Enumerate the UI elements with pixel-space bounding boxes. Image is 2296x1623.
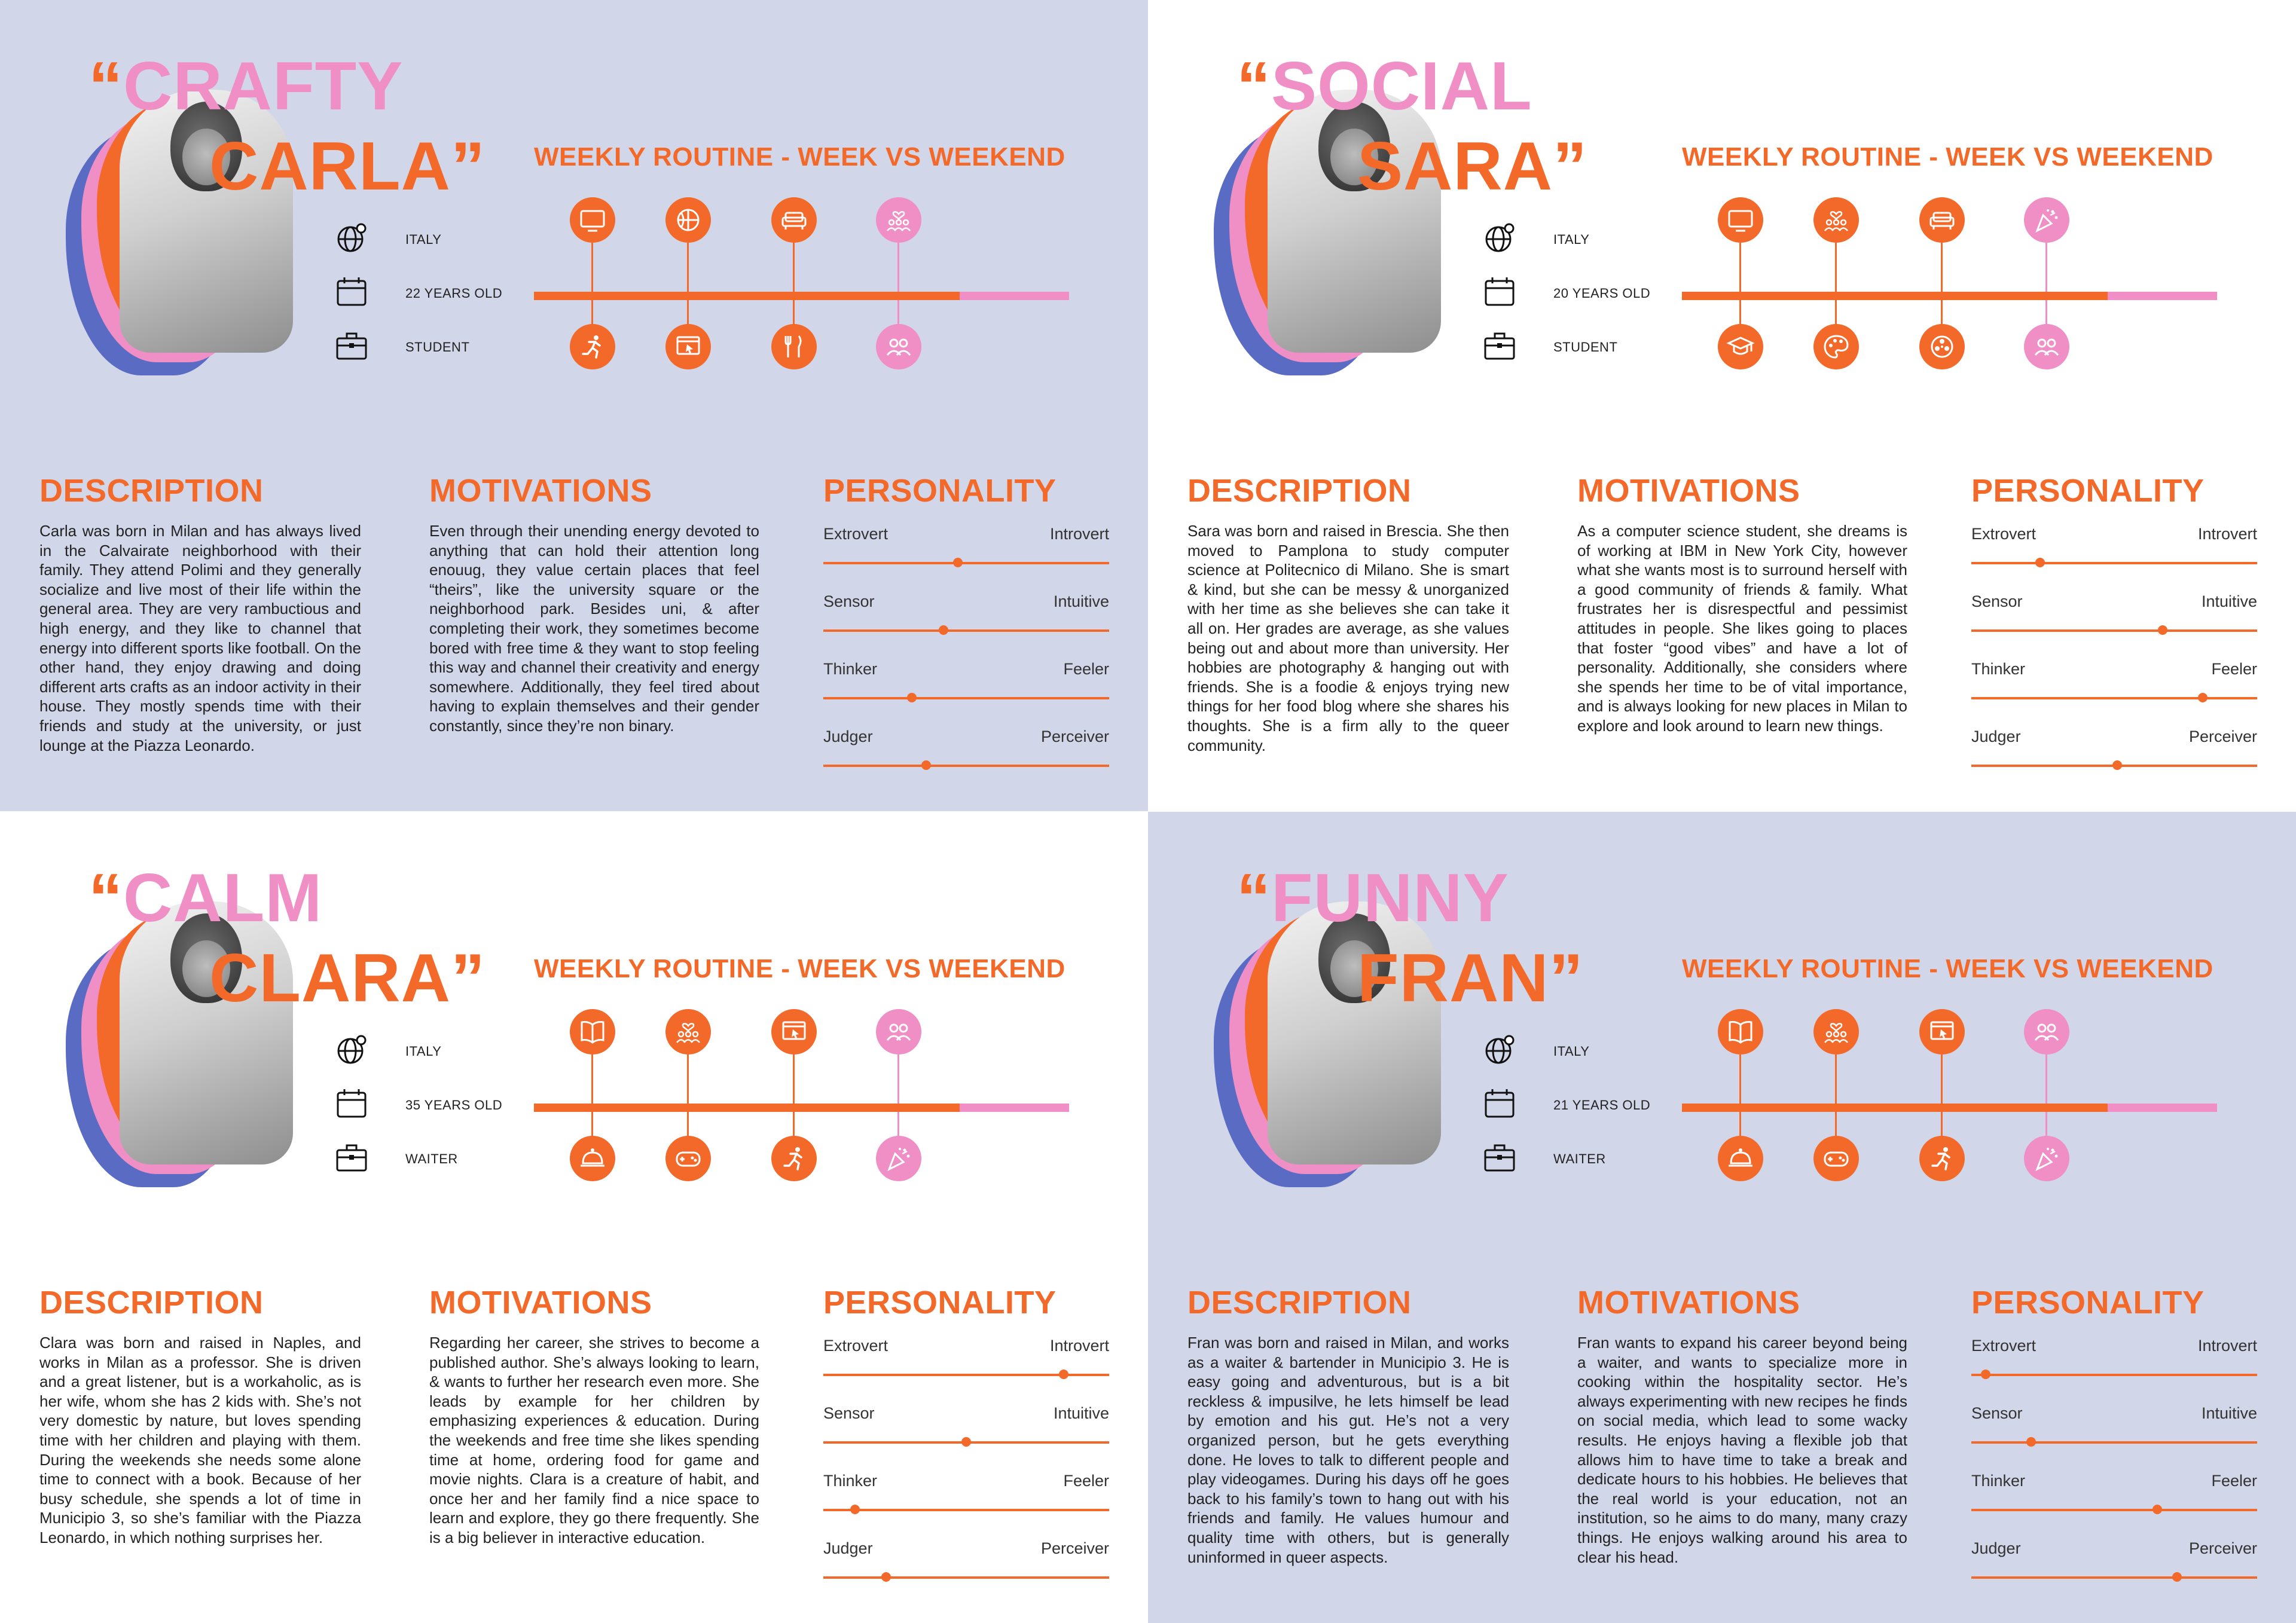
trait-left-label: Judger — [1971, 1539, 2021, 1557]
timeline-stem — [687, 243, 689, 292]
trait-marker — [2198, 693, 2208, 702]
name-second: SARA — [1357, 129, 1553, 204]
serving-tray-icon — [1726, 1144, 1755, 1173]
trait-track — [823, 1576, 1109, 1579]
persona-card — [1148, 812, 2296, 1623]
persona-name-line2 — [1357, 940, 1584, 1016]
evening-activity-3 — [2024, 1136, 2069, 1181]
timeline-stem — [1941, 243, 1943, 292]
weekday-bar — [534, 292, 960, 300]
evening-activity-0 — [1718, 324, 1763, 369]
trait-right-label: Perceiver — [2188, 728, 2257, 745]
close-quote: ” — [1549, 940, 1584, 1016]
briefcase-icon — [335, 1141, 368, 1174]
trait-marker — [1981, 1370, 1990, 1379]
evening-activity-2 — [771, 324, 817, 369]
group-icon — [2032, 1017, 2061, 1046]
trait-left-label: Sensor — [823, 592, 875, 610]
trait-right-label: Perceiver — [2188, 1539, 2257, 1557]
close-quote: ” — [450, 940, 486, 1016]
evening-activity-0 — [570, 1136, 615, 1181]
trait-marker — [2026, 1437, 2036, 1447]
routine-title: WEEKLY ROUTINE - WEEK VS WEEKEND — [1682, 142, 2213, 172]
trait-left-label: Judger — [823, 728, 873, 745]
motivations-title: MOTIVATIONS — [1577, 1285, 1800, 1321]
evening-activity-2 — [1919, 324, 1965, 369]
weekend-bar — [2108, 292, 2217, 300]
timeline-stem — [591, 243, 593, 292]
group-icon — [884, 332, 913, 361]
party-icon — [2032, 1144, 2061, 1173]
weekday-activity-3 — [2024, 197, 2069, 243]
trait-marker — [2172, 1572, 2182, 1582]
sofa-icon — [780, 206, 808, 234]
persona-name-line2 — [209, 129, 486, 204]
weekly-timeline — [1682, 1009, 2220, 1188]
weekday-activity-0 — [570, 1009, 615, 1055]
timeline-stem — [897, 243, 899, 292]
evening-activity-0 — [1718, 1136, 1763, 1181]
weekday-activity-1 — [1813, 1009, 1859, 1055]
personality-title: PERSONALITY — [823, 1285, 1057, 1321]
trait-marker — [2112, 760, 2122, 770]
trait-track — [823, 1509, 1109, 1511]
trait-track — [1971, 697, 2257, 699]
trait-left-label: Thinker — [1971, 660, 2026, 678]
fact-occupation — [1483, 329, 1686, 365]
trait-slider — [823, 654, 1109, 714]
fact-occupation — [335, 1141, 538, 1176]
globe-icon — [1483, 221, 1516, 255]
open-quote: “ — [1236, 48, 1271, 124]
trait-marker — [921, 760, 931, 770]
trait-slider — [823, 722, 1109, 781]
weekly-timeline — [1682, 197, 2220, 377]
trait-right-label: Feeler — [2211, 660, 2257, 678]
persona-name-line1 — [1236, 860, 1509, 936]
gamepad-icon — [674, 1144, 703, 1173]
party-icon — [884, 1144, 913, 1173]
graduation-cap-icon — [1726, 332, 1755, 361]
name-first: CALM — [123, 860, 323, 936]
persona-name-line1 — [88, 48, 404, 124]
book-icon — [1726, 1017, 1755, 1046]
weekday-activity-0 — [1718, 1009, 1763, 1055]
calendar-icon — [1483, 275, 1516, 308]
trait-track — [1971, 1441, 2257, 1444]
party-icon — [2032, 206, 2061, 234]
trait-slider — [1971, 586, 2257, 646]
evening-activity-3 — [876, 1136, 921, 1181]
occupation: WAITER — [405, 1151, 458, 1166]
trait-left-label: Thinker — [823, 660, 878, 678]
evening-activity-2 — [1919, 1136, 1965, 1181]
fact-age — [1483, 275, 1686, 311]
trait-marker — [2158, 625, 2167, 635]
trait-slider — [1971, 722, 2257, 781]
fact-occupation — [1483, 1141, 1686, 1176]
trait-left-label: Extrovert — [1971, 525, 2037, 543]
country: ITALY — [405, 1044, 442, 1059]
trait-left-label: Sensor — [1971, 1404, 2023, 1422]
open-quote: “ — [88, 860, 123, 936]
trait-track — [1971, 629, 2257, 632]
occupation: WAITER — [1553, 1151, 1606, 1166]
calendar-icon — [335, 1087, 368, 1120]
name-first: CRAFTY — [123, 48, 404, 124]
tv-icon — [578, 206, 607, 234]
trait-left-label: Thinker — [823, 1472, 878, 1490]
weekend-bar — [960, 1104, 1069, 1112]
laptop-icon — [780, 1017, 808, 1046]
trait-track — [823, 765, 1109, 767]
evening-activity-2 — [771, 1136, 817, 1181]
running-icon — [1928, 1144, 1956, 1173]
weekday-activity-2 — [771, 197, 817, 243]
personality-title: PERSONALITY — [823, 473, 1057, 509]
trait-right-label: Introvert — [2197, 525, 2257, 543]
friends-heart-icon — [674, 1017, 703, 1046]
motivations-title: MOTIVATIONS — [429, 473, 652, 509]
trait-right-label: Feeler — [1063, 660, 1109, 678]
weekday-activity-2 — [771, 1009, 817, 1055]
routine-title: WEEKLY ROUTINE - WEEK VS WEEKEND — [534, 142, 1065, 172]
name-first: FUNNY — [1271, 860, 1509, 936]
persona-card — [1148, 0, 2296, 811]
trait-slider — [1971, 654, 2257, 714]
trait-left-label: Extrovert — [1971, 1337, 2037, 1355]
friends-heart-icon — [1822, 1017, 1851, 1046]
weekly-timeline — [534, 1009, 1072, 1188]
name-second: CLARA — [209, 940, 451, 1016]
weekday-activity-2 — [1919, 197, 1965, 243]
trait-left-label: Judger — [1971, 728, 2021, 745]
cutlery-icon — [780, 332, 808, 361]
trait-track — [823, 629, 1109, 632]
evening-activity-0 — [570, 324, 615, 369]
personality-title: PERSONALITY — [1971, 473, 2205, 509]
timeline-stem — [2045, 1055, 2047, 1104]
trait-marker — [2152, 1505, 2162, 1514]
description-text: Sara was born and raised in Brescia. She then moved to Pamplona to study computer science at Politecnico di Milano. She is smart & kind, but she can be messy & unorganized with her time as she believes she can take it all on. Her grades are average, as she values being out and about more than university. Her hobbies are photography & hanging out with friends. She is a foodie & enjoys trying new things for her food blog where she shares his thoughts. She is a firm ally to the queer community. — [1187, 522, 1509, 754]
name-first: SOCIAL — [1271, 48, 1532, 124]
timeline-stem — [2045, 243, 2047, 292]
trait-right-label: Intuitive — [2201, 592, 2257, 610]
trait-slider — [823, 519, 1109, 579]
evening-activity-1 — [1813, 324, 1859, 369]
motivations-title: MOTIVATIONS — [1577, 473, 1800, 509]
trait-marker — [1059, 1370, 1068, 1379]
evening-activity-1 — [1813, 1136, 1859, 1181]
group-icon — [884, 1017, 913, 1046]
trait-slider — [823, 1398, 1109, 1458]
trait-marker — [2035, 558, 2045, 567]
trait-marker — [850, 1505, 860, 1514]
description-title: DESCRIPTION — [39, 1285, 264, 1321]
description-title: DESCRIPTION — [1187, 473, 1412, 509]
book-icon — [578, 1017, 607, 1046]
age: 21 YEARS OLD — [1553, 1098, 1651, 1112]
trait-slider — [823, 1466, 1109, 1526]
age: 22 YEARS OLD — [405, 286, 503, 301]
weekly-timeline — [534, 197, 1072, 377]
trait-slider — [1971, 1398, 2257, 1458]
trait-track — [1971, 1374, 2257, 1376]
persona-name-line2 — [1357, 129, 1588, 204]
personality-title: PERSONALITY — [1971, 1285, 2205, 1321]
timeline-stem — [1835, 243, 1837, 292]
briefcase-icon — [1483, 329, 1516, 362]
description-text: Clara was born and raised in Naples, and works in Milan as a professor. She is driven and a great listener, but is a workaholic, as is her wife, whom she has 2 kids with. She’s not very domestic by nature, but loves spending time with her children and playing with them. During the weekends she needs some alone time to connect with a book. Because of her busy schedule, she spends a lot of time in Municipio 3, so she’s familiar with the Piazza Leonardo, in which nothing surprises her. — [39, 1334, 361, 1546]
palette-icon — [1822, 332, 1851, 361]
trait-slider — [1971, 1533, 2257, 1593]
trait-right-label: Intuitive — [2201, 1404, 2257, 1422]
trait-slider — [1971, 1331, 2257, 1390]
globe-icon — [335, 221, 368, 255]
timeline-stem — [1739, 1055, 1741, 1104]
motivations-title: MOTIVATIONS — [429, 1285, 652, 1321]
trait-slider — [1971, 519, 2257, 579]
close-quote: ” — [450, 129, 486, 204]
trait-track — [823, 697, 1109, 699]
friends-heart-icon — [884, 206, 913, 234]
timeline-stem — [1739, 243, 1741, 292]
occupation: STUDENT — [1553, 340, 1618, 354]
fact-age — [335, 1087, 538, 1123]
persona-name-line1 — [1236, 48, 1532, 124]
weekday-activity-0 — [570, 197, 615, 243]
description-title: DESCRIPTION — [1187, 1285, 1412, 1321]
trait-right-label: Intuitive — [1053, 1404, 1109, 1422]
age: 35 YEARS OLD — [405, 1098, 503, 1112]
weekday-activity-0 — [1718, 197, 1763, 243]
evening-activity-3 — [2024, 324, 2069, 369]
country: ITALY — [1553, 232, 1590, 247]
weekday-activity-1 — [665, 197, 711, 243]
trait-right-label: Feeler — [1063, 1472, 1109, 1490]
weekday-bar — [1682, 292, 2108, 300]
tv-icon — [1726, 206, 1755, 234]
serving-tray-icon — [578, 1144, 607, 1173]
globe-icon — [335, 1033, 368, 1066]
description-text: Carla was born in Milan and has always lived in the Calvairate neighborhood with their family. They attend Polimi and they generally socialize and live most of their life within the general area. They are very rambuctious and high energy, and they like to channel that energy into different sports like football. On the other hand, they enjoy drawing and doing different arts crafts as an indoor activity in their house. They mostly spends time with their friends and study at the university, or just lounge at the Piazza Leonardo. — [39, 522, 361, 754]
timeline-stem — [793, 1055, 795, 1104]
fact-country — [335, 221, 538, 257]
calendar-icon — [335, 275, 368, 308]
motivations-text: Fran wants to expand his career beyond being a waiter, and wants to specialize more in cooking within the hospitality sector. He’s always experimenting with new recipes he finds on social media, which lead to some wacky results. He enjoys having a flexible job that allows him to have time to take a break and dedicate hours to his hobbies. He believes that the real world is your education, not an institution, so he aims to do many, many crazy things. He enjoys walking around his area to clear his head. — [1577, 1334, 1907, 1566]
weekday-bar — [1682, 1104, 2108, 1112]
gamepad-icon — [1822, 1144, 1851, 1173]
trait-left-label: Sensor — [823, 1404, 875, 1422]
timeline-stem — [591, 1055, 593, 1104]
trait-track — [1971, 562, 2257, 564]
fact-country — [1483, 221, 1686, 257]
country: ITALY — [1553, 1044, 1590, 1059]
open-quote: “ — [88, 48, 123, 124]
motivations-text: Regarding her career, she strives to become a published author. She’s always looking to learn, & wants to further her research even more. She leads by example for her children by emphasizing experiences & education. During the weekends and free time she likes spending time at home, ordering food for game and movie nights. Clara is a creature of habit, and once her and her family find a nice space to learn and explore, they go there frequently. She is a big believer in interactive education. — [429, 1334, 759, 1546]
description-text: Fran was born and raised in Milan, and works as a waiter & bartender in Municipio 3. He is easy going and adventurous, but is a bit reckless & impusilve, he lets himself be lead by emotion and his gut. He’s not a very organized person, but he gets everything done. He loves to talk to different people and play videogames. During his days off he goes back to his family’s town to hang out with his friends and family. He values humour and quality time with others, but is generally uninformed in queer aspects. — [1187, 1334, 1509, 1566]
fact-country — [1483, 1033, 1686, 1069]
calendar-icon — [1483, 1087, 1516, 1120]
timeline-stem — [897, 1055, 899, 1104]
close-quote: ” — [1553, 129, 1588, 204]
weekday-activity-1 — [665, 1009, 711, 1055]
routine-title: WEEKLY ROUTINE - WEEK VS WEEKEND — [534, 954, 1065, 983]
trait-left-label: Judger — [823, 1539, 873, 1557]
trait-slider — [823, 586, 1109, 646]
trait-marker — [961, 1437, 971, 1447]
trait-right-label: Introvert — [1049, 1337, 1109, 1355]
persona-name-line1 — [88, 860, 323, 936]
laptop-icon — [674, 332, 703, 361]
motivations-text: Even through their unending energy devoted to anything that can hold their attention long enouug, they value certain places that feel “theirs”, like the university square or the neighborhood park. Besides uni, & after completing their work, they sometimes become bored with free time & they want to stop feeling this way and channel their creativity and energy somewhere. Additionally, they feel tired about having to explain themselves and their gender constantly, since they’re non binary. — [429, 522, 759, 735]
trait-marker — [939, 625, 948, 635]
running-icon — [780, 1144, 808, 1173]
running-icon — [578, 332, 607, 361]
trait-track — [1971, 1576, 2257, 1579]
globe-icon — [1483, 1033, 1516, 1066]
trait-right-label: Introvert — [2197, 1337, 2257, 1355]
trait-left-label: Sensor — [1971, 592, 2023, 610]
name-second: FRAN — [1357, 940, 1549, 1016]
trait-track — [1971, 1509, 2257, 1511]
timeline-stem — [1941, 1055, 1943, 1104]
persona-name-line2 — [209, 940, 486, 1016]
weekday-activity-2 — [1919, 1009, 1965, 1055]
fact-age — [335, 275, 538, 311]
open-quote: “ — [1236, 860, 1271, 936]
name-second: CARLA — [209, 129, 451, 204]
routine-title: WEEKLY ROUTINE - WEEK VS WEEKEND — [1682, 954, 2213, 983]
trait-slider — [823, 1331, 1109, 1390]
trait-slider — [823, 1533, 1109, 1593]
timeline-stem — [793, 243, 795, 292]
country: ITALY — [405, 232, 442, 247]
occupation: STUDENT — [405, 340, 470, 354]
film-reel-icon — [1928, 332, 1956, 361]
description-title: DESCRIPTION — [39, 473, 264, 509]
weekday-activity-3 — [876, 197, 921, 243]
trait-right-label: Feeler — [2211, 1472, 2257, 1490]
group-icon — [2032, 332, 2061, 361]
fact-country — [335, 1033, 538, 1069]
persona-card — [0, 812, 1148, 1623]
evening-activity-1 — [665, 1136, 711, 1181]
trait-marker — [953, 558, 963, 567]
trait-slider — [1971, 1466, 2257, 1526]
weekday-activity-1 — [1813, 197, 1859, 243]
age: 20 YEARS OLD — [1553, 286, 1651, 301]
trait-right-label: Introvert — [1049, 525, 1109, 543]
weekday-bar — [534, 1104, 960, 1112]
trait-marker — [881, 1572, 891, 1582]
trait-marker — [907, 693, 917, 702]
trait-right-label: Perceiver — [1040, 728, 1109, 745]
laptop-icon — [1928, 1017, 1956, 1046]
motivations-text: As a computer science student, she dreams is of working at IBM in New York City, however what she wants most is to surround herself with a good community of friends & family. What frustrates her is disrespectful and pessimist attitudes in people. She likes going to places that foster “good vibes” and have a lot of personality. Additionally, she considers where she spends her time to be of vital importance, and is always looking for new places in Milan to explore and look around to learn new things. — [1577, 522, 1907, 735]
trait-left-label: Thinker — [1971, 1472, 2026, 1490]
timeline-stem — [1835, 1055, 1837, 1104]
weekend-bar — [2108, 1104, 2217, 1112]
trait-right-label: Perceiver — [1040, 1539, 1109, 1557]
fact-age — [1483, 1087, 1686, 1123]
evening-activity-3 — [876, 324, 921, 369]
weekday-activity-3 — [2024, 1009, 2069, 1055]
trait-left-label: Extrovert — [823, 1337, 889, 1355]
timeline-stem — [687, 1055, 689, 1104]
weekend-bar — [960, 292, 1069, 300]
trait-left-label: Extrovert — [823, 525, 889, 543]
friends-heart-icon — [1822, 206, 1851, 234]
weekday-activity-3 — [876, 1009, 921, 1055]
briefcase-icon — [1483, 1141, 1516, 1174]
basketball-icon — [674, 206, 703, 234]
sofa-icon — [1928, 206, 1956, 234]
trait-track — [823, 562, 1109, 564]
persona-card — [0, 0, 1148, 811]
trait-right-label: Intuitive — [1053, 592, 1109, 610]
briefcase-icon — [335, 329, 368, 362]
evening-activity-1 — [665, 324, 711, 369]
fact-occupation — [335, 329, 538, 365]
